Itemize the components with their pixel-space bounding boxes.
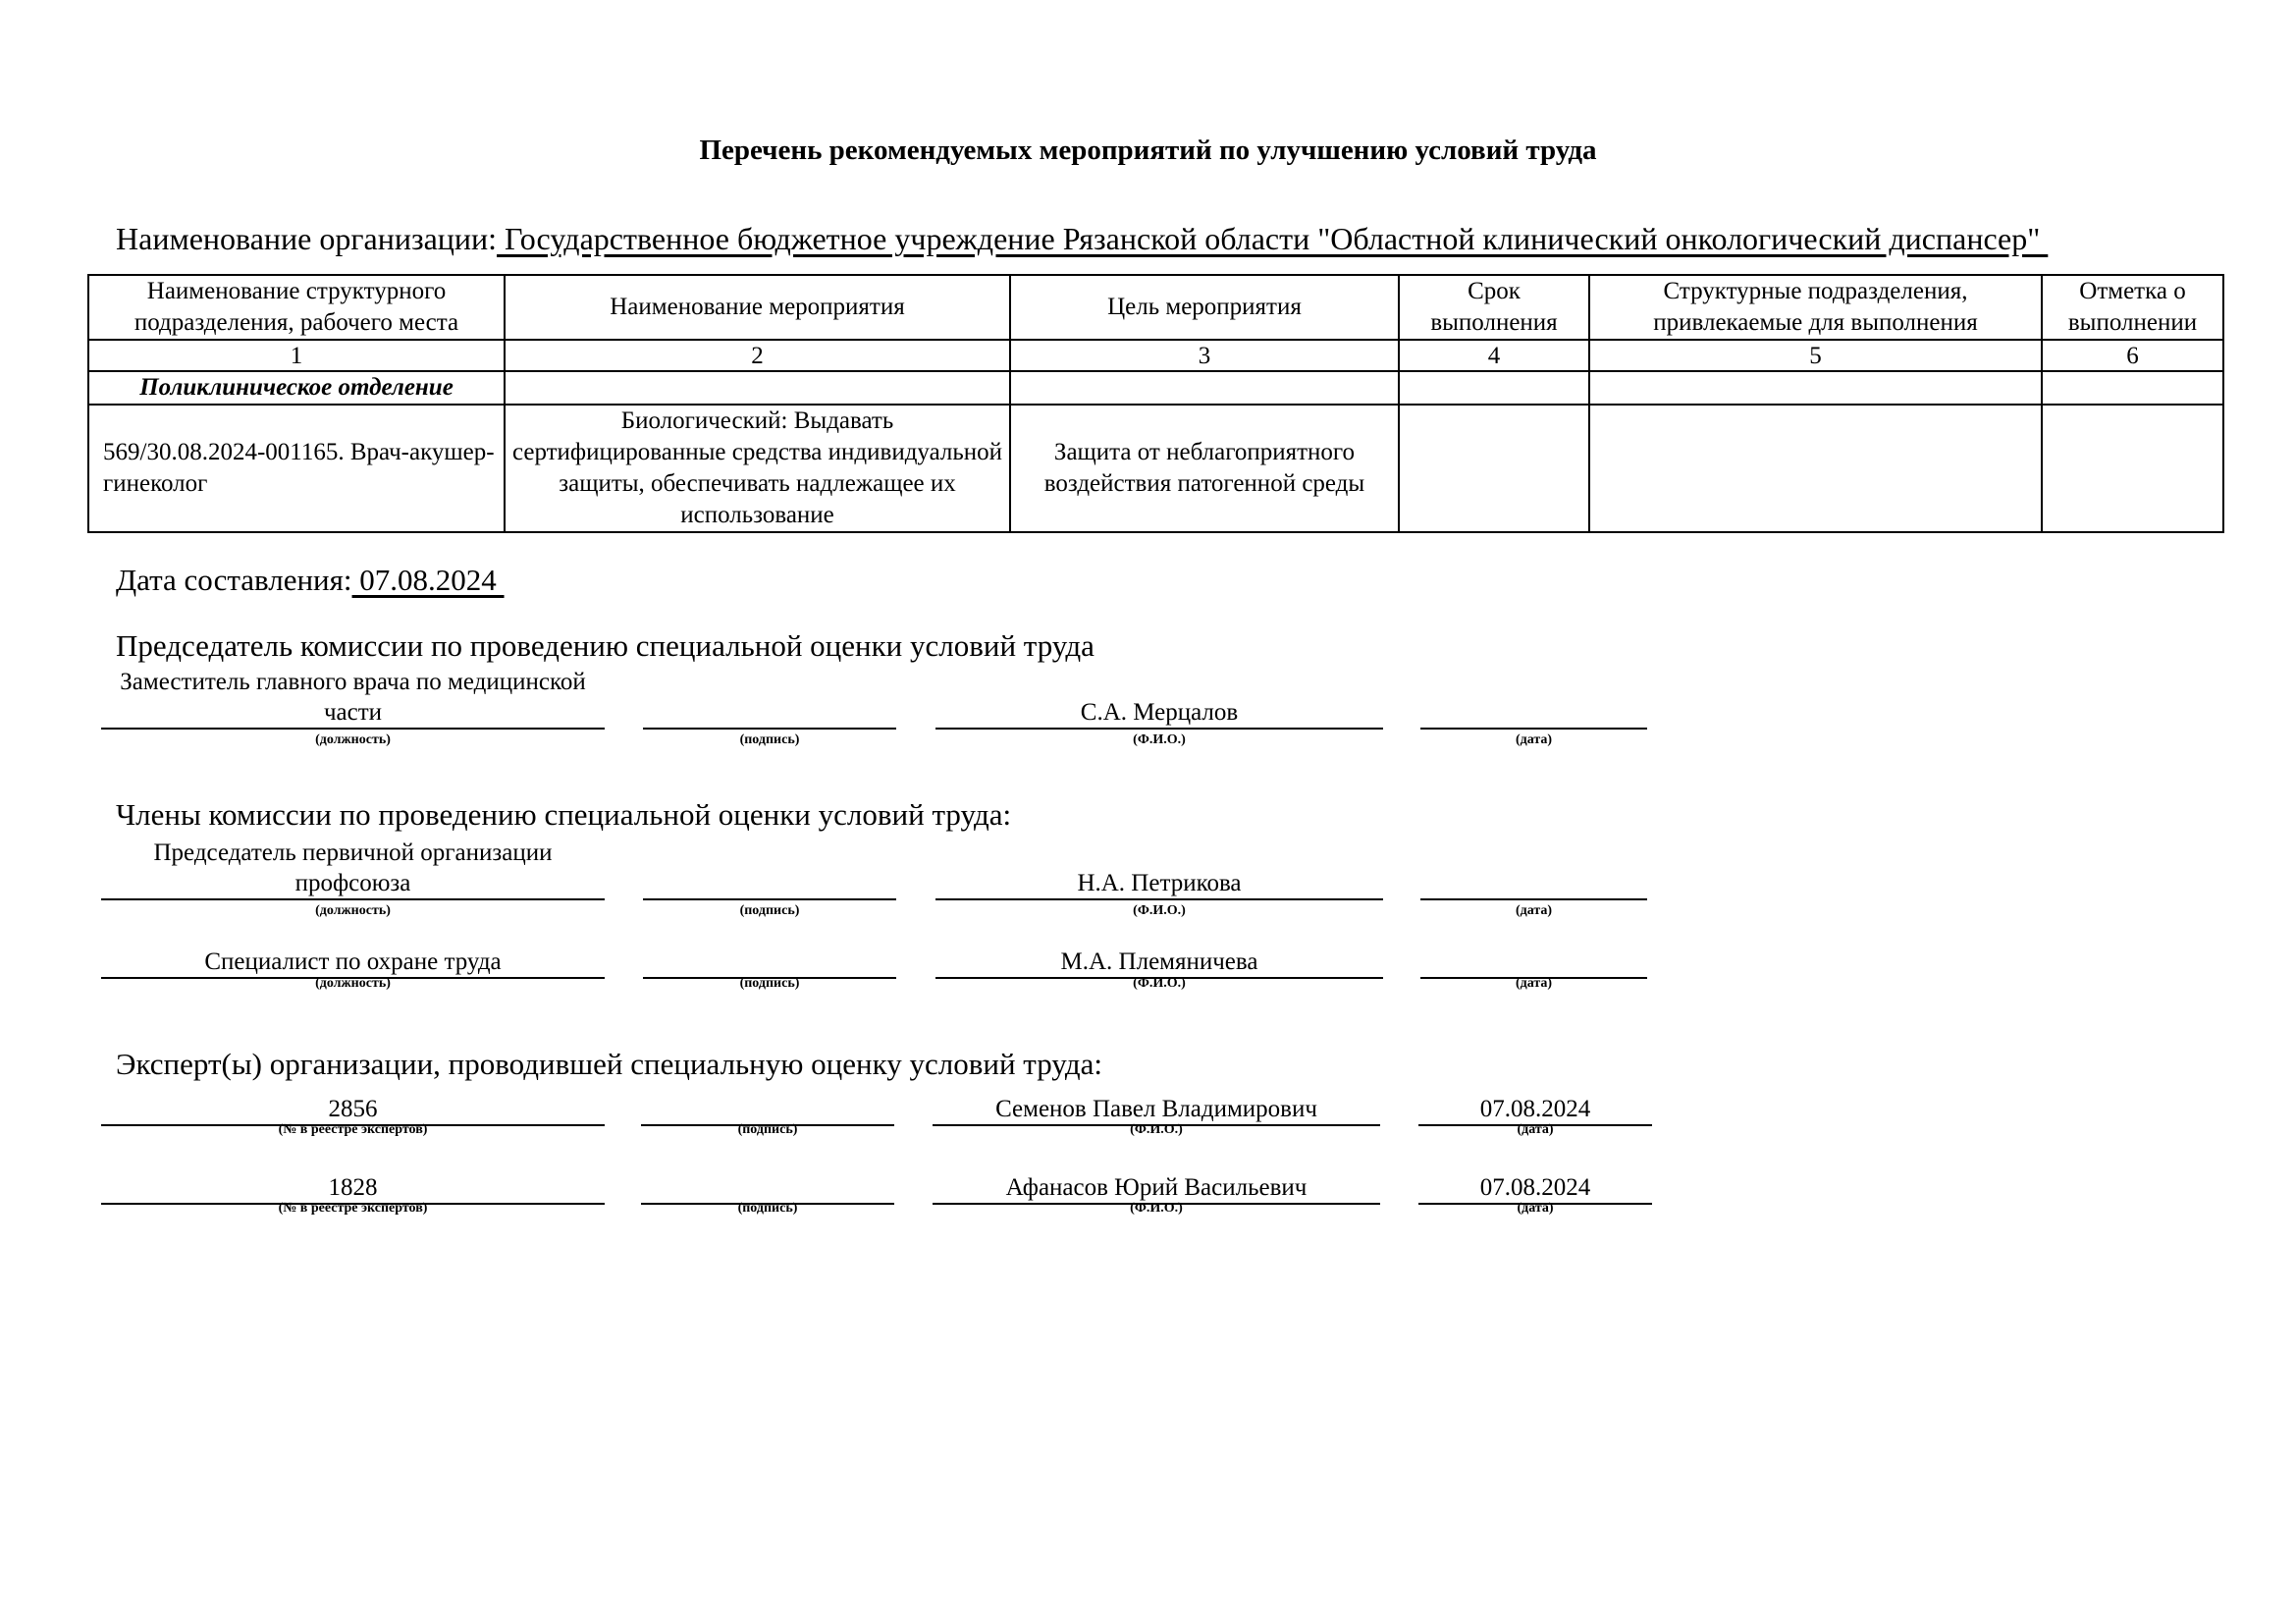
expert-date: 07.08.2024: [1418, 1090, 1652, 1126]
organization-name: Государственное бюджетное учреждение Рязанской области "Областной клинический онкологический диспансер": [497, 221, 2049, 256]
measures-table: [87, 274, 2224, 533]
table-row: [88, 405, 2223, 532]
chairman-heading: Председатель комиссии по проведению специальной оценки условий труда: [116, 628, 1095, 663]
expert-registry-number: 2856: [101, 1090, 605, 1126]
header-workplace: Наименование структурного подразделения, рабочего места: [88, 275, 505, 340]
member-signature: [643, 943, 896, 979]
caption-date: (дата): [1515, 732, 1553, 747]
caption-fio: (Ф.И.О.): [1130, 1201, 1183, 1216]
cell-deadline: [1399, 405, 1589, 532]
column-number: 3: [1010, 340, 1399, 371]
table-number-row: [88, 340, 2223, 371]
empty-cell: [2042, 371, 2223, 405]
cell-goal: Защита от неблагоприятного воздействия патогенной среды: [1010, 405, 1399, 532]
caption-registry: (№ в реестре экспертов): [278, 1201, 428, 1216]
chairman-position: Заместитель главного врача по медицинской части: [101, 664, 605, 730]
column-number: 1: [88, 340, 505, 371]
cell-completion-mark: [2042, 405, 2223, 532]
caption-position: (должность): [315, 732, 391, 747]
column-number: 5: [1589, 340, 2042, 371]
header-deadline: Срок выполнения: [1399, 275, 1589, 340]
expert-registry-number: 1828: [101, 1168, 605, 1205]
member-name: М.А. Племяничева: [935, 943, 1383, 979]
experts-heading: Эксперт(ы) организации, проводившей специальную оценку условий труда:: [116, 1047, 1102, 1081]
organization-label: Наименование организации:: [116, 221, 498, 256]
empty-cell: [1010, 371, 1399, 405]
chairman-signature: [643, 693, 896, 730]
section-name: Поликлиническое отделение: [88, 371, 505, 405]
caption-position: (должность): [315, 976, 391, 991]
caption-signature: (подпись): [737, 1201, 798, 1216]
date-label: Дата составления:: [116, 563, 352, 597]
caption-fio: (Ф.И.О.): [1133, 732, 1186, 747]
cell-workplace: 569/30.08.2024-001165. Врач-акушер-гинеколог: [88, 405, 505, 532]
expert-date: 07.08.2024: [1418, 1168, 1652, 1205]
expert-name: Семенов Павел Владимирович: [933, 1090, 1380, 1126]
expert-signature: [641, 1168, 894, 1205]
caption-date: (дата): [1517, 1201, 1554, 1216]
chairman-name: С.А. Мерцалов: [935, 693, 1383, 730]
caption-date: (дата): [1517, 1122, 1554, 1137]
header-completion: Отметка о выполнении: [2042, 275, 2223, 340]
compilation-date-line: [116, 563, 505, 598]
table-header-row: [88, 275, 2223, 340]
cell-measure: Биологический: Выдавать сертифицированные средства индивидуальной защиты, обеспечивать надлежащее их использование: [505, 405, 1010, 532]
member-position: Специалист по охране труда: [101, 943, 605, 979]
caption-signature: (подпись): [737, 1122, 798, 1137]
column-number: 6: [2042, 340, 2223, 371]
caption-fio: (Ф.И.О.): [1130, 1122, 1183, 1137]
document-title: Перечень рекомендуемых мероприятий по улучшению условий труда: [699, 135, 1597, 166]
header-departments: Структурные подразделения, привлекаемые для выполнения: [1589, 275, 2042, 340]
caption-signature: (подпись): [739, 732, 800, 747]
empty-cell: [505, 371, 1010, 405]
empty-cell: [1589, 371, 2042, 405]
member-name: Н.А. Петрикова: [935, 864, 1383, 900]
caption-fio: (Ф.И.О.): [1133, 903, 1186, 918]
caption-signature: (подпись): [739, 976, 800, 991]
caption-registry: (№ в реестре экспертов): [278, 1122, 428, 1137]
column-number: 2: [505, 340, 1010, 371]
caption-position: (должность): [315, 903, 391, 918]
member-position: Председатель первичной организации профсоюза: [101, 835, 605, 900]
caption-date: (дата): [1515, 976, 1553, 991]
date-value: 07.08.2024: [351, 563, 505, 597]
caption-signature: (подпись): [739, 903, 800, 918]
member-signature: [643, 864, 896, 900]
chairman-date: [1420, 693, 1647, 730]
empty-cell: [1399, 371, 1589, 405]
caption-fio: (Ф.И.О.): [1133, 976, 1186, 991]
header-goal: Цель мероприятия: [1010, 275, 1399, 340]
member-date: [1420, 943, 1647, 979]
expert-signature: [641, 1090, 894, 1126]
table-section-row: [88, 371, 2223, 405]
members-heading: Члены комиссии по проведению специальной оценки условий труда:: [116, 797, 1012, 832]
caption-date: (дата): [1515, 903, 1553, 918]
member-date: [1420, 864, 1647, 900]
expert-name: Афанасов Юрий Васильевич: [933, 1168, 1380, 1205]
organization-line: [116, 221, 2048, 257]
header-measure: Наименование мероприятия: [505, 275, 1010, 340]
cell-departments: [1589, 405, 2042, 532]
column-number: 4: [1399, 340, 1589, 371]
